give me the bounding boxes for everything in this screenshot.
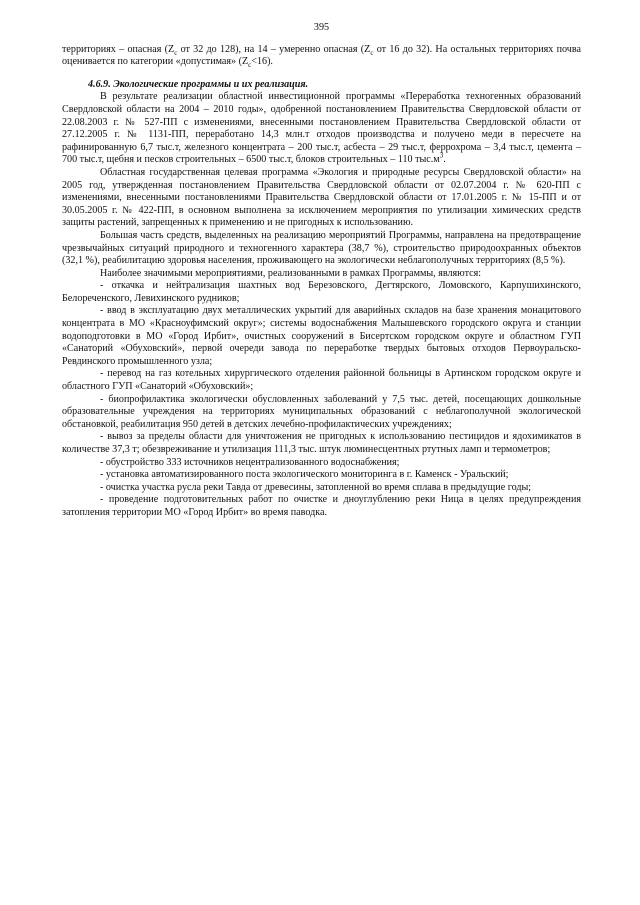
paragraph-investment-program: В результате реализации областной инвестиционной программы «Переработка техногенных образований Свердловской области на 2004 – 2010 годы», одобренной постановлением Правительства Свердловской области от 22.08.2003 г. № 527-ПП с изменениями, внесенными постановлением Правительства Свердловской области от 27.12.2005 г. № 1131-ПП, переработано 14,3 млн.т отходов производства и получено меди в пересчете на рафинированную 6,7 тыс.т, железного концентрата – 200 тыс.т, асбеста – 29 тыс.т, феррохрома – 3,4 тыс.т, цемента – 700 тыс.т, щебня и песков строительных – 6500 тыс.т, блоков строительных – 110 $тыс.м^3$. xyxy=(62,91,581,166)
document-page xyxy=(62,22,581,520)
paragraph-funds-distribution: Большая часть средств, выделенных на реализацию мероприятий Программы, направлена на предотвращение чрезвычайных ситуаций природного и техногенного характера (38,7 %), строительство природоохранных объектов (32,1 %), реабилитацию здоровья населения, проживающего на экологически неблагополучных территориях (8,5 %). xyxy=(62,229,581,267)
section-heading: 4.6.9. Экологические программы и их реализация. xyxy=(88,78,309,90)
list-item: - очистка участка русла реки Тавда от древесины, затопленной во время сплава в предыдущие годы; xyxy=(100,481,532,493)
list-item: - вывоз за пределы области для уничтожения не пригодных к использованию пестицидов и ядохимикатов в количестве 37,3 т; обезвреживание и утилизация 111,3 тыс. штук люминесцентных ртутных ламп и термометров; xyxy=(62,431,581,455)
list-item: - обустройство 333 источников нецентрализованного водоснабжения; xyxy=(100,456,400,468)
paragraph-soil-category: территориях – опасная ($Z_c$ от 32 до 128), на 14 – умеренно опасная ($Z_c$ от 16 до 32). На остальных территориях почва оценивается по категории «допустимая» $(Z_c<16)$. xyxy=(62,43,581,70)
list-item: - перевод на газ котельных хирургического отделения районной больницы в Артинском городском округе и областного ГУП «Санаторий «Обуховский»; xyxy=(62,368,581,393)
list-item: - откачка и нейтрализация шахтных вод Березовского, Дегтярского, Ломовского, Карпушихинского, Белореченского, Левихинского рудников; xyxy=(62,280,581,304)
list-item: - биопрофилактика экологически обусловленных заболеваний у 7,5 тыс. детей, посещающих дошкольные образовательные учреждения на территориях муниципальных образований с неблагополучной экологической обстановкой, реабилитация 950 детей в детских лечебно-профилактических учреждениях; xyxy=(62,393,581,430)
list-item: - установка автоматизированного поста экологического мониторинга в г. Каменск - Уральский; xyxy=(100,469,509,481)
list-item: - ввод в эксплуатацию двух металлических укрытий для аварийных складов на базе хранения монацитового концентрата в МО «Красноуфимский округ»; системы водоснабжения Малышевского городского округа и станции водоподготовки в МО «Город Ирбит», очистных сооружений в Бисертском городском округе и областном ГУП «Санаторий «Обуховский», первой очереди завода по переработке твердых бытовых отходов Первоуральско-Ревдинского промышленного узла; xyxy=(62,305,581,367)
page-number: 395 xyxy=(313,22,330,33)
paragraph-ecology-program: Областная государственная целевая программа «Экология и природные ресурсы Свердловской области» на 2005 год, утвержденная постановлением Правительства Свердловской области от 02.07.2004 г. № 620-ПП с изменениями, внесенными постановлениями Правительства Свердловской области от 17.01.2005 г. № 15-ПП и от 30.05.2005 г. № 422-ПП, в основном выполнена за исключением мероприятия по утилизации химических средств защиты растений, запрещенных к применению и не пригодных к использованию. xyxy=(62,166,581,229)
paragraph-measures-intro: Наиболее значимыми мероприятиями, реализованными в рамках Программы, являются: xyxy=(100,267,482,279)
list-item: - проведение подготовительных работ по очистке и дноуглублению реки Ница в целях предупреждения затопления территории МО «Город Ирбит» во время паводка. xyxy=(62,494,581,518)
